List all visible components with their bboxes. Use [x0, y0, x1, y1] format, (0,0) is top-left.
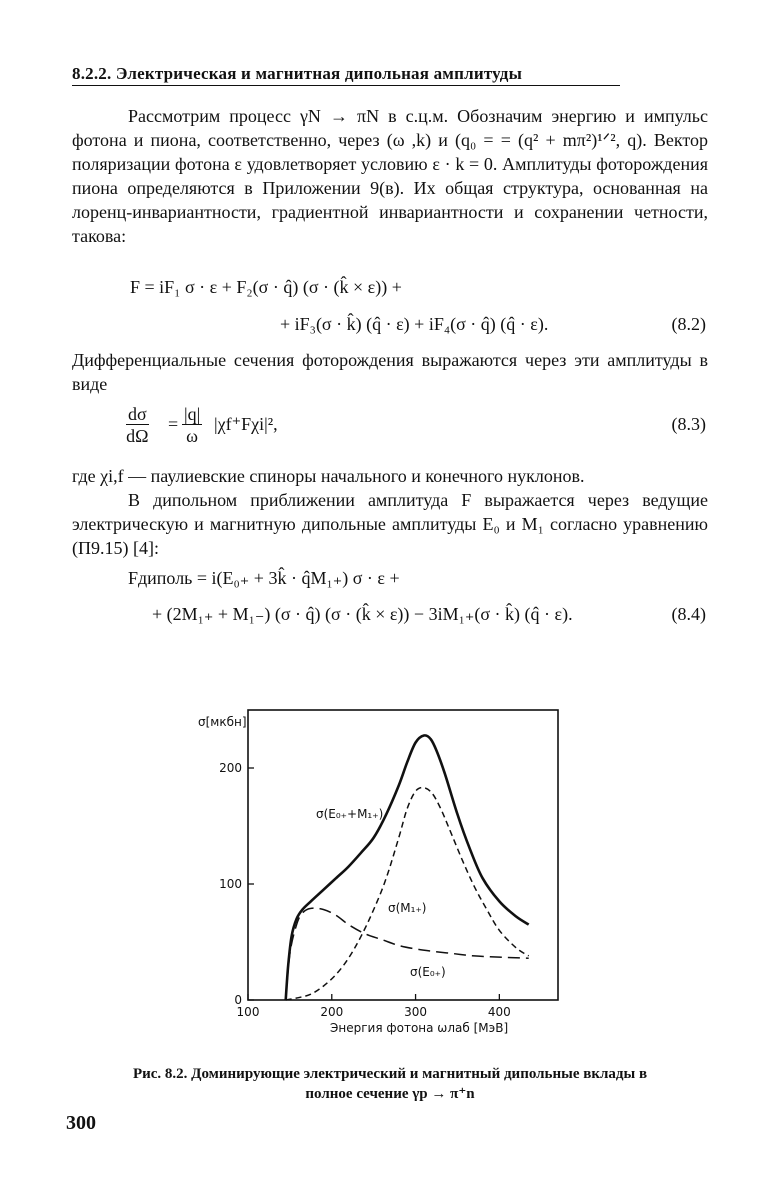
plot-frame	[248, 710, 558, 1000]
fraction-numerator: |q|	[184, 404, 201, 424]
equation-8-2-number: (8.2)	[671, 314, 706, 334]
y-tick-label: 0	[234, 993, 242, 1007]
fraction-q-omega	[182, 404, 202, 447]
annotation-m1plus: σ(M₁₊)	[388, 901, 427, 915]
equation-8-2-line2: + iF₃(σ · k̂) (q̂ · ε) + iF₄(σ · q̂) (q̂ · ε).	[280, 314, 549, 334]
series-line-e0plus	[286, 908, 529, 1000]
caption-line-1: Рис. 8.2. Доминирующие электрический и магнитный дипольные вклады в	[132, 1066, 648, 1082]
fraction-denominator: dΩ	[126, 426, 149, 446]
x-axis-label: Энергия фотона ωлаб [МэВ]	[330, 1021, 509, 1035]
paragraph-dipole: В дипольном приближении амплитуда F выражается через ведущие электрическую и магнитную дипольные амплитуды E₀ и M₁ согласно уравнению (П9.15) [4]:	[72, 490, 708, 558]
x-tick-label: 100	[236, 1005, 260, 1019]
equation-8-3-equals: =	[168, 414, 179, 434]
section-heading: 8.2.2. Электрическая и магнитная дипольная амплитуды	[72, 64, 620, 86]
fraction-denominator: ω	[186, 426, 199, 446]
annotation-total: σ(E₀₊+M₁₊)	[316, 807, 384, 821]
paragraph-spinors: где χi,f — паулиевские спиноры начального и конечного нуклонов.	[72, 466, 585, 486]
annotation-e0plus: σ(E₀₊)	[410, 965, 446, 979]
fraction-dsigma-domega	[126, 404, 149, 447]
y-tick-label: 200	[219, 761, 242, 775]
y-tick-label: 100	[219, 877, 242, 891]
equation-8-4-line2: + (2M₁₊ + M₁₋) (σ · q̂) (σ · (k̂ × ε)) − 3iM₁₊(σ · k̂) (q̂ · ε).	[152, 604, 573, 624]
y-axis-label: σ[мкбн]	[198, 715, 247, 729]
paragraph-cross-section: Дифференциальные сечения фоторождения выражаются через эти амплитуды в виде	[72, 350, 708, 394]
paragraph-intro: Рассмотрим процесс γN → πN в с.ц.м. Обозначим энергию и импульс фотона и пиона, соответственно, через (ω ,k) и (q₀ = = (q² + mπ²)¹ᐟ², q). Вектор поляризации фотона ε удовлетворяет условию ε · k = 0. Амплитуды фоторождения пиона определяются в Приложении 9(в). Их общая структура, основанная на лоренц-инвариантности, градиентной инвариантности и сохранении четности, такова:	[72, 106, 708, 246]
equation-8-3-number: (8.3)	[671, 414, 706, 434]
equation-8-4-line1: Fдиполь = i(E₀₊ + 3k̂ · q̂M₁₊) σ · ε +	[128, 568, 400, 588]
x-tick-label: 300	[404, 1005, 428, 1019]
figure-caption	[72, 1064, 708, 1104]
equation-8-4-number: (8.4)	[671, 604, 706, 624]
page-number: 300	[66, 1112, 96, 1134]
cross-section-chart	[180, 690, 580, 1050]
series-line-total	[286, 735, 529, 1000]
x-tick-label: 200	[320, 1005, 344, 1019]
x-tick-label: 400	[487, 1005, 511, 1019]
equation-8-3-tail: |χf⁺Fχi|²,	[214, 414, 278, 434]
equation-8-2-line1: F = iF₁ σ · ε + F₂(σ · q̂) (σ · (k̂ × ε)) +	[130, 277, 402, 297]
caption-line-2: полное сечение γp → π⁺n	[305, 1086, 475, 1102]
fraction-numerator: dσ	[128, 404, 147, 424]
